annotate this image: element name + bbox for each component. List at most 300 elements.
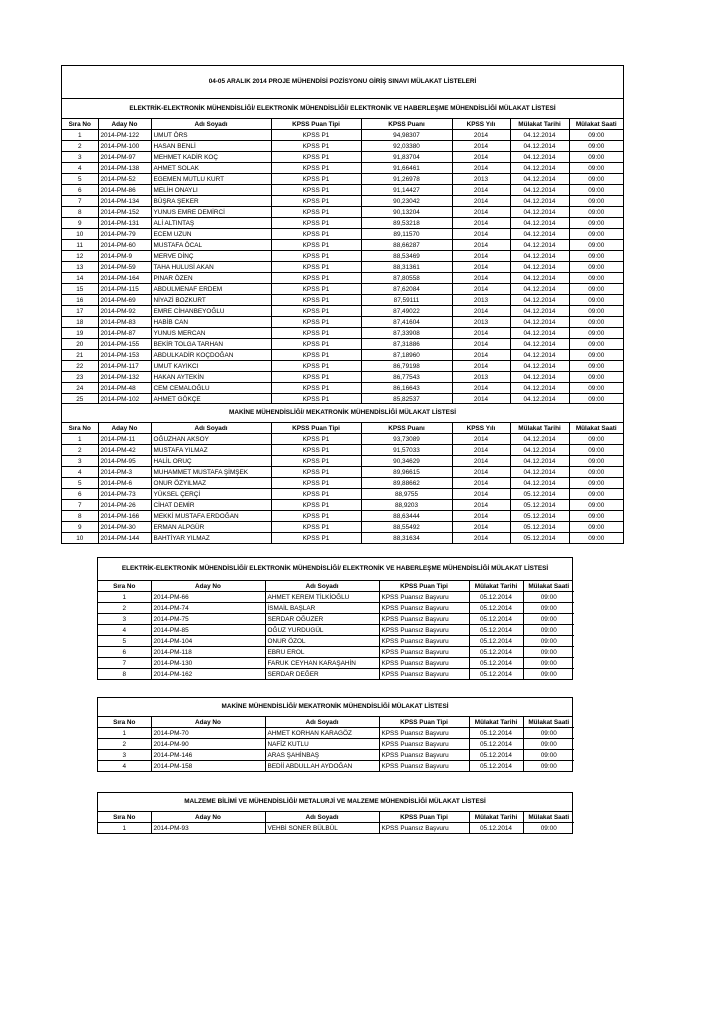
table-cell: 2014 — [452, 489, 510, 500]
table-5-block — [97, 792, 573, 834]
table-cell: 04.12.2014 — [510, 295, 569, 306]
table-cell: KPSS P1 — [271, 478, 361, 489]
table-cell: 05.12.2014 — [510, 511, 569, 522]
table-cell: 2014 — [452, 383, 510, 394]
table-cell: KPSS Puansız Başvuru — [379, 625, 469, 636]
table-cell: 2014-PM-158 — [151, 761, 265, 772]
table-cell: 05.12.2014 — [469, 658, 523, 669]
table-4-block — [97, 697, 573, 772]
table-cell: NAFİZ KUTLU — [265, 739, 379, 750]
table-cell: 2014-PM-42 — [98, 445, 151, 456]
table-cell: 09:00 — [569, 489, 623, 500]
table-2-title: MAKİNE MÜHENDİSLİĞİ/ MEKATRONİK MÜHENDİSLİĞİ MÜLAKAT LİSTESİ — [62, 404, 623, 423]
table-cell: KPSS P1 — [271, 163, 361, 174]
table-cell: YUNUS EMRE DEMİRCİ — [151, 207, 271, 218]
table-cell: KPSS P1 — [271, 467, 361, 478]
table-cell: 5 — [98, 636, 151, 647]
table-cell: 2014 — [452, 434, 510, 445]
table-cell: 09:00 — [569, 273, 623, 284]
table-cell: 87,59111 — [361, 295, 452, 306]
table-cell: KPSS Puansız Başvuru — [379, 614, 469, 625]
table-row — [62, 467, 623, 478]
table-cell: 90,34629 — [361, 456, 452, 467]
table-cell: 04.12.2014 — [510, 350, 569, 361]
table-cell: KPSS Puansız Başvuru — [379, 636, 469, 647]
table-cell: 2014-PM-144 — [98, 533, 151, 544]
table-cell: 25 — [62, 394, 98, 405]
table-cell: 7 — [62, 196, 98, 207]
table-cell: 09:00 — [569, 251, 623, 262]
table-cell: BÜŞRA ŞEKER — [151, 196, 271, 207]
table-row — [62, 478, 623, 489]
table-cell: 09:00 — [523, 761, 574, 772]
table-row — [98, 647, 574, 658]
table-cell: 2014 — [452, 522, 510, 533]
table-cell: 04.12.2014 — [510, 467, 569, 478]
table-row — [62, 350, 623, 361]
table-cell: 7 — [62, 500, 98, 511]
column-header: KPSS Yılı — [452, 423, 510, 434]
table-cell: CİHAT DEMİR — [151, 500, 271, 511]
table-cell: 2014-PM-79 — [98, 229, 151, 240]
table-row — [62, 511, 623, 522]
table-cell: KPSS P1 — [271, 445, 361, 456]
table-cell: 15 — [62, 284, 98, 295]
table-cell: EBRU EROL — [265, 647, 379, 658]
table-cell: 09:00 — [569, 467, 623, 478]
table-cell: 2014-PM-11 — [98, 434, 151, 445]
table-cell: 90,23042 — [361, 196, 452, 207]
table-1 — [62, 119, 623, 404]
table-cell: 05.12.2014 — [469, 625, 523, 636]
table-row — [62, 306, 623, 317]
table-cell: 90,13204 — [361, 207, 452, 218]
table-cell: 09:00 — [569, 500, 623, 511]
table-cell: 05.12.2014 — [469, 592, 523, 603]
table-cell: 2014-PM-86 — [98, 185, 151, 196]
table-cell: 89,11570 — [361, 229, 452, 240]
table-row — [62, 152, 623, 163]
table-cell: 2014-PM-75 — [151, 614, 265, 625]
table-cell: ARAS ŞAHİNBAŞ — [265, 750, 379, 761]
table-cell: 04.12.2014 — [510, 434, 569, 445]
table-cell: 88,55492 — [361, 522, 452, 533]
table-cell: 04.12.2014 — [510, 394, 569, 405]
table-cell: 91,14427 — [361, 185, 452, 196]
table-cell: MUSTAFA ÖCAL — [151, 240, 271, 251]
table-cell: 2014-PM-85 — [151, 625, 265, 636]
table-cell: 93,73089 — [361, 434, 452, 445]
table-cell: 89,96615 — [361, 467, 452, 478]
table-cell: 2013 — [452, 174, 510, 185]
table-cell: 2014-PM-131 — [98, 218, 151, 229]
table-cell: SERDAR DEĞER — [265, 669, 379, 680]
table-cell: 04.12.2014 — [510, 240, 569, 251]
table-cell: 2014 — [452, 511, 510, 522]
table-cell: 3 — [62, 456, 98, 467]
column-header: Sıra No — [98, 812, 151, 823]
column-header: Mülakat Saati — [523, 581, 574, 592]
table-cell: 87,18960 — [361, 350, 452, 361]
table-cell: 9 — [62, 218, 98, 229]
table-cell: 6 — [62, 185, 98, 196]
table-cell: 88,53469 — [361, 251, 452, 262]
table-cell: 2014-PM-166 — [98, 511, 151, 522]
table-cell: 1 — [98, 728, 151, 739]
table-cell: HALİL ORUÇ — [151, 456, 271, 467]
table-cell: 09:00 — [569, 262, 623, 273]
table-row — [62, 262, 623, 273]
table-cell: 2014-PM-70 — [151, 728, 265, 739]
table-row — [98, 625, 574, 636]
table-cell: 2014 — [452, 350, 510, 361]
table-row — [62, 317, 623, 328]
table-row — [98, 739, 574, 750]
column-header: Aday No — [151, 812, 265, 823]
table-row — [62, 489, 623, 500]
table-cell: KPSS P1 — [271, 306, 361, 317]
table-cell: KPSS P1 — [271, 185, 361, 196]
table-row — [62, 251, 623, 262]
table-row — [98, 658, 574, 669]
table-cell: HASAN BENLİ — [151, 141, 271, 152]
column-header: Adı Soyadı — [265, 581, 379, 592]
column-header: Aday No — [98, 119, 151, 130]
table-cell: 05.12.2014 — [469, 603, 523, 614]
column-header: Sıra No — [62, 423, 98, 434]
table-cell: 2014-PM-153 — [98, 350, 151, 361]
column-header: Mülakat Saati — [569, 119, 623, 130]
table-cell: 17 — [62, 306, 98, 317]
table-row — [98, 592, 574, 603]
table-cell: 2014-PM-132 — [98, 372, 151, 383]
table-cell: 2014-PM-118 — [151, 647, 265, 658]
table-cell: 22 — [62, 361, 98, 372]
column-header: KPSS Puanı — [361, 119, 452, 130]
table-cell: KPSS P1 — [271, 174, 361, 185]
table-cell: 2014-PM-73 — [98, 489, 151, 500]
table-cell: 2014-PM-60 — [98, 240, 151, 251]
table-row — [98, 750, 574, 761]
table-header-row — [98, 717, 574, 728]
table-cell: 2013 — [452, 317, 510, 328]
table-cell: 92,03380 — [361, 141, 452, 152]
table-row — [98, 823, 574, 834]
table-cell: 88,31361 — [361, 262, 452, 273]
table-cell: KPSS P1 — [271, 383, 361, 394]
table-cell: 2 — [62, 445, 98, 456]
table-cell: 2014 — [452, 229, 510, 240]
column-header: Mülakat Saati — [569, 423, 623, 434]
table-row — [62, 130, 623, 141]
table-cell: KPSS Puansız Başvuru — [379, 728, 469, 739]
table-cell: NİYAZİ BOZKURT — [151, 295, 271, 306]
table-cell: 88,63444 — [361, 511, 452, 522]
table-cell: 09:00 — [569, 174, 623, 185]
table-cell: 09:00 — [569, 445, 623, 456]
table-cell: 1 — [62, 130, 98, 141]
table-cell: 04.12.2014 — [510, 207, 569, 218]
table-cell: 2014-PM-92 — [98, 306, 151, 317]
table-cell: OĞUZHAN AKSOY — [151, 434, 271, 445]
table-cell: KPSS P1 — [271, 394, 361, 405]
table-cell: MUSTAFA YILMAZ — [151, 445, 271, 456]
table-cell: SERDAR OĞUZER — [265, 614, 379, 625]
table-cell: 2014-PM-26 — [98, 500, 151, 511]
table-cell: 09:00 — [569, 434, 623, 445]
table-cell: 09:00 — [569, 394, 623, 405]
table-cell: 2014 — [452, 478, 510, 489]
table-row — [98, 603, 574, 614]
table-cell: UMUT ÖRS — [151, 130, 271, 141]
column-header: Sıra No — [98, 717, 151, 728]
table-cell: 04.12.2014 — [510, 372, 569, 383]
table-4-title: MAKİNE MÜHENDİSLİĞİ/ MEKATRONİK MÜHENDİSLİĞİ MÜLAKAT LİSTESİ — [98, 698, 572, 717]
table-cell: HAKAN AYTEKİN — [151, 372, 271, 383]
table-cell: ABDULKADİR KOÇDOĞAN — [151, 350, 271, 361]
table-cell: 04.12.2014 — [510, 361, 569, 372]
column-header: Adı Soyadı — [265, 812, 379, 823]
table-cell: 04.12.2014 — [510, 284, 569, 295]
table-1-title: ELEKTRİK-ELEKTRONİK MÜHENDİSLİĞİ/ ELEKTRONİK MÜHENDİSLİĞİ/ ELEKTRONİK VE HABERLEŞME MÜHENDİSLİĞİ MÜLAKAT LİSTESİ — [62, 99, 623, 119]
table-cell: KPSS Puansız Başvuru — [379, 592, 469, 603]
column-header: Mülakat Saati — [523, 717, 574, 728]
table-cell: 2014 — [452, 273, 510, 284]
table-cell: MELİH ONAYLI — [151, 185, 271, 196]
table-row — [62, 456, 623, 467]
document-title: 04-05 ARALIK 2014 PROJE MÜHENDİSİ POZİSYONU GİRİŞ SINAVI MÜLAKAT LİSTELERİ — [62, 66, 623, 99]
table-cell: 3 — [62, 152, 98, 163]
table-cell: 05.12.2014 — [469, 823, 523, 834]
table-cell: 4 — [62, 163, 98, 174]
table-cell: 2014-PM-100 — [98, 141, 151, 152]
table-cell: 2014-PM-59 — [98, 262, 151, 273]
table-row — [62, 196, 623, 207]
table-cell: 2014-PM-52 — [98, 174, 151, 185]
table-cell: KPSS P1 — [271, 511, 361, 522]
table-cell: 2014-PM-164 — [98, 273, 151, 284]
table-cell: AHMET KORHAN KARAGÖZ — [265, 728, 379, 739]
table-cell: 10 — [62, 533, 98, 544]
table-cell: HABİB CAN — [151, 317, 271, 328]
table-cell: 05.12.2014 — [469, 728, 523, 739]
table-cell: 2014 — [452, 284, 510, 295]
table-cell: 2014-PM-117 — [98, 361, 151, 372]
table-row — [62, 445, 623, 456]
table-header-row — [62, 119, 623, 130]
table-cell: 05.12.2014 — [469, 669, 523, 680]
table-cell: 09:00 — [569, 141, 623, 152]
table-cell: 2 — [98, 603, 151, 614]
table-cell: 2 — [98, 739, 151, 750]
table-cell: 04.12.2014 — [510, 185, 569, 196]
table-cell: 09:00 — [569, 295, 623, 306]
column-header: Adı Soyadı — [151, 423, 271, 434]
table-cell: 2014 — [452, 456, 510, 467]
table-cell: BAHTİYAR YILMAZ — [151, 533, 271, 544]
table-cell: KPSS P1 — [271, 434, 361, 445]
table-cell: 91,66461 — [361, 163, 452, 174]
table-cell: 2014-PM-138 — [98, 163, 151, 174]
column-header: KPSS Puan Tipi — [271, 423, 361, 434]
table-cell: KPSS P1 — [271, 240, 361, 251]
table-cell: 05.12.2014 — [510, 522, 569, 533]
table-cell: 05.12.2014 — [510, 500, 569, 511]
table-cell: ECEM UZUN — [151, 229, 271, 240]
table-cell: KPSS Puansız Başvuru — [379, 739, 469, 750]
table-cell: 04.12.2014 — [510, 229, 569, 240]
column-header: Aday No — [98, 423, 151, 434]
table-cell: 04.12.2014 — [510, 251, 569, 262]
table-cell: 04.12.2014 — [510, 383, 569, 394]
table-cell: KPSS P1 — [271, 196, 361, 207]
table-cell: 89,53218 — [361, 218, 452, 229]
table-3 — [98, 581, 574, 679]
table-cell: 04.12.2014 — [510, 262, 569, 273]
table-row — [62, 284, 623, 295]
table-cell: KPSS P1 — [271, 207, 361, 218]
table-cell: 2014-PM-97 — [98, 152, 151, 163]
table-cell: 89,88662 — [361, 478, 452, 489]
table-cell: 2014 — [452, 163, 510, 174]
table-cell: KPSS P1 — [271, 489, 361, 500]
table-cell: 2014 — [452, 262, 510, 273]
table-1-block — [61, 65, 624, 405]
table-cell: 14 — [62, 273, 98, 284]
table-cell: 09:00 — [569, 317, 623, 328]
table-cell: 05.12.2014 — [510, 489, 569, 500]
table-cell: 2014-PM-122 — [98, 130, 151, 141]
table-cell: 04.12.2014 — [510, 141, 569, 152]
table-cell: 11 — [62, 240, 98, 251]
table-cell: VEHBİ SONER BÜLBÜL — [265, 823, 379, 834]
table-cell: 85,82537 — [361, 394, 452, 405]
table-cell: 05.12.2014 — [469, 739, 523, 750]
table-cell: ABDULMENAF ERDEM — [151, 284, 271, 295]
table-cell: 2013 — [452, 372, 510, 383]
table-cell: 09:00 — [523, 728, 574, 739]
table-cell: KPSS P1 — [271, 361, 361, 372]
table-cell: 1 — [62, 434, 98, 445]
table-cell: KPSS P1 — [271, 218, 361, 229]
table-cell: 8 — [98, 669, 151, 680]
table-cell: 2014-PM-155 — [98, 339, 151, 350]
table-row — [62, 218, 623, 229]
column-header: KPSS Puan Tipi — [271, 119, 361, 130]
table-cell: KPSS Puansız Başvuru — [379, 761, 469, 772]
table-cell: 87,41604 — [361, 317, 452, 328]
table-cell: 2014-PM-102 — [98, 394, 151, 405]
table-cell: 2014 — [452, 185, 510, 196]
table-cell: 2014-PM-162 — [151, 669, 265, 680]
column-header: KPSS Puan Tipi — [379, 581, 469, 592]
table-cell: 86,16643 — [361, 383, 452, 394]
table-cell: KPSS P1 — [271, 295, 361, 306]
table-cell: 24 — [62, 383, 98, 394]
table-cell: KPSS P1 — [271, 339, 361, 350]
table-row — [62, 383, 623, 394]
table-row — [62, 339, 623, 350]
table-cell: 23 — [62, 372, 98, 383]
table-cell: 1 — [98, 823, 151, 834]
column-header: Sıra No — [98, 581, 151, 592]
table-cell: YUNUS MERCAN — [151, 328, 271, 339]
table-cell: 09:00 — [523, 636, 574, 647]
table-cell: 91,57033 — [361, 445, 452, 456]
table-cell: 4 — [62, 467, 98, 478]
table-cell: MEKKİ MUSTAFA ERDOĞAN — [151, 511, 271, 522]
table-cell: 2014-PM-130 — [151, 658, 265, 669]
table-cell: 2014-PM-83 — [98, 317, 151, 328]
table-cell: 09:00 — [569, 218, 623, 229]
table-cell: 09:00 — [523, 739, 574, 750]
table-cell: 2014-PM-9 — [98, 251, 151, 262]
table-cell: 16 — [62, 295, 98, 306]
table-cell: ALİ ALTINTAŞ — [151, 218, 271, 229]
table-cell: 6 — [62, 489, 98, 500]
table-cell: MUHAMMET MUSTAFA ŞİMŞEK — [151, 467, 271, 478]
table-4 — [98, 717, 574, 771]
table-row — [98, 728, 574, 739]
table-cell: 2014-PM-6 — [98, 478, 151, 489]
table-cell: KPSS Puansız Başvuru — [379, 603, 469, 614]
table-cell: 04.12.2014 — [510, 130, 569, 141]
table-cell: 1 — [98, 592, 151, 603]
table-cell: PINAR ÖZEN — [151, 273, 271, 284]
table-row — [62, 207, 623, 218]
table-cell: KPSS P1 — [271, 522, 361, 533]
table-cell: KPSS Puansız Başvuru — [379, 647, 469, 658]
table-row — [98, 636, 574, 647]
table-cell: 09:00 — [523, 647, 574, 658]
table-cell: 09:00 — [569, 207, 623, 218]
table-cell: KPSS P1 — [271, 152, 361, 163]
table-cell: 2014-PM-87 — [98, 328, 151, 339]
table-cell: 2014 — [452, 361, 510, 372]
table-cell: 2014 — [452, 500, 510, 511]
table-cell: 04.12.2014 — [510, 317, 569, 328]
table-cell: 3 — [98, 614, 151, 625]
table-cell: 09:00 — [569, 130, 623, 141]
table-cell: 4 — [98, 761, 151, 772]
table-cell: AHMET GÖKÇE — [151, 394, 271, 405]
table-cell: 09:00 — [569, 328, 623, 339]
table-cell: 2014 — [452, 218, 510, 229]
table-cell: KPSS P1 — [271, 251, 361, 262]
table-cell: 09:00 — [569, 339, 623, 350]
table-cell: 91,83704 — [361, 152, 452, 163]
table-5 — [98, 812, 574, 833]
table-row — [98, 614, 574, 625]
table-cell: 5 — [62, 478, 98, 489]
table-cell: 20 — [62, 339, 98, 350]
column-header: Mülakat Saati — [523, 812, 574, 823]
table-row — [62, 328, 623, 339]
table-cell: 09:00 — [569, 383, 623, 394]
table-cell: 87,31886 — [361, 339, 452, 350]
table-cell: KPSS P1 — [271, 141, 361, 152]
table-cell: KPSS P1 — [271, 229, 361, 240]
table-cell: 05.12.2014 — [469, 636, 523, 647]
table-cell: 2014-PM-30 — [98, 522, 151, 533]
table-cell: BEKİR TOLGA TARHAN — [151, 339, 271, 350]
table-cell: 09:00 — [569, 478, 623, 489]
table-cell: 8 — [62, 511, 98, 522]
table-cell: 2014 — [452, 240, 510, 251]
table-2-block — [61, 403, 624, 544]
table-row — [62, 522, 623, 533]
table-3-title: ELEKTRİK-ELEKTRONİK MÜHENDİSLİĞİ/ ELEKTRONİK MÜHENDİSLİĞİ/ ELEKTRONİK VE HABERLEŞME MÜHENDİSLİĞİ MÜLAKAT LİSTESİ — [98, 558, 572, 581]
